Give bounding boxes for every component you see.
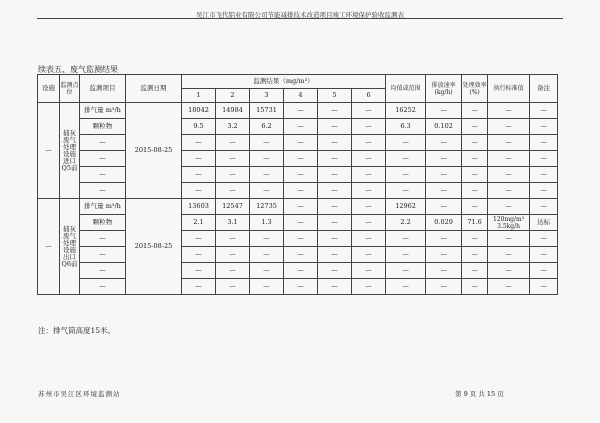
value-cell-v5: — [318, 103, 352, 119]
value-cell-std: — [488, 183, 530, 199]
value-cell-remark: — [530, 135, 558, 151]
value-cell-rate: — [426, 167, 462, 183]
value-cell-std: — [488, 247, 530, 263]
value-cell-remark: — [530, 231, 558, 247]
col-point-header: 监测点位 [60, 75, 80, 103]
value-cell-avg: 6.3 [386, 119, 426, 135]
value-cell-rate: — [426, 279, 462, 295]
facility-cell: — [38, 199, 60, 295]
exhaust-gas-monitoring-table [37, 74, 558, 295]
value-cell-remark: — [530, 199, 558, 215]
value-cell-v2: — [216, 247, 250, 263]
value-cell-eff: — [462, 279, 488, 295]
table-row [38, 263, 558, 279]
value-cell-remark: — [530, 247, 558, 263]
table-row [38, 279, 558, 295]
item-cell: 颗粒物 [80, 215, 126, 231]
value-cell-v6: — [352, 247, 386, 263]
value-cell-std: — [488, 231, 530, 247]
value-cell-v5: — [318, 151, 352, 167]
footer-organization: 苏州市吴江区环境监测站 [38, 390, 121, 398]
value-cell-v4: — [284, 119, 318, 135]
value-cell-v4: — [284, 103, 318, 119]
value-cell-avg: 16252 [386, 103, 426, 119]
value-cell-avg: — [386, 183, 426, 199]
value-cell-avg: 2.2 [386, 215, 426, 231]
value-cell-eff: — [462, 167, 488, 183]
value-cell-v1: 9.5 [182, 119, 216, 135]
item-cell: — [80, 231, 126, 247]
value-cell-avg: — [386, 231, 426, 247]
table-row [38, 135, 558, 151]
table-caption: 续表五、废气监测结果 [38, 65, 118, 74]
value-cell-std: — [488, 199, 530, 215]
value-cell-v1: — [182, 231, 216, 247]
value-cell-rate: 0.029 [426, 215, 462, 231]
value-cell-v3: 6.2 [250, 119, 284, 135]
value-cell-eff: — [462, 151, 488, 167]
value-cell-remark: — [530, 119, 558, 135]
value-cell-v1: — [182, 167, 216, 183]
table-row [38, 247, 558, 263]
table-row [38, 151, 558, 167]
value-cell-v4: — [284, 231, 318, 247]
value-cell-std: 120mg/m³ 3.5kg/h [488, 215, 530, 231]
value-cell-v6: — [352, 183, 386, 199]
table-row [38, 183, 558, 199]
value-cell-v3: 12735 [250, 199, 284, 215]
value-cell-v6: — [352, 279, 386, 295]
value-cell-std: — [488, 279, 530, 295]
value-cell-v1: 18042 [182, 103, 216, 119]
value-cell-std: — [488, 151, 530, 167]
value-cell-std: — [488, 167, 530, 183]
value-cell-eff: — [462, 231, 488, 247]
item-cell: — [80, 167, 126, 183]
table-row [38, 119, 558, 135]
value-cell-v1: — [182, 151, 216, 167]
footnote: 注：排气筒高度15米。 [38, 326, 116, 335]
value-cell-v1: — [182, 183, 216, 199]
value-cell-v2: — [216, 167, 250, 183]
value-cell-eff: — [462, 199, 488, 215]
value-cell-avg: — [386, 151, 426, 167]
document-header-title: 吴江市飞代铝业有限公司节能减排技术改造项目竣工环境保护验收监测表 [196, 11, 404, 19]
col-item-header: 监测项目 [80, 75, 126, 103]
value-cell-v2: — [216, 135, 250, 151]
facility-cell: — [38, 103, 60, 199]
value-cell-v4: — [284, 263, 318, 279]
value-cell-remark: — [530, 167, 558, 183]
value-cell-v3: — [250, 183, 284, 199]
date-cell: 2015-08-25 [126, 103, 182, 199]
value-cell-rate: — [426, 103, 462, 119]
item-cell: 排气量 m³/h [80, 103, 126, 119]
value-cell-v4: — [284, 279, 318, 295]
value-cell-remark: — [530, 279, 558, 295]
col-run-1: 1 [182, 89, 216, 103]
value-cell-v5: — [318, 167, 352, 183]
value-cell-v2: 3.2 [216, 119, 250, 135]
col-run-5: 5 [318, 89, 352, 103]
value-cell-v2: — [216, 183, 250, 199]
value-cell-v5: — [318, 263, 352, 279]
value-cell-eff: — [462, 135, 488, 151]
value-cell-v4: — [284, 167, 318, 183]
value-cell-v6: — [352, 199, 386, 215]
value-cell-v3: — [250, 151, 284, 167]
value-cell-rate: — [426, 151, 462, 167]
col-results-header: 监测结果（mg/m³） [182, 75, 386, 89]
value-cell-v3: — [250, 167, 284, 183]
col-facility-header: 设施 [38, 75, 60, 103]
col-avg-header: 均值或范围 [386, 75, 426, 103]
item-cell: — [80, 151, 126, 167]
table-row [38, 199, 558, 215]
value-cell-v1: — [182, 135, 216, 151]
value-cell-rate: — [426, 135, 462, 151]
col-run-4: 4 [284, 89, 318, 103]
value-cell-v1: 2.1 [182, 215, 216, 231]
value-cell-v2: 14984 [216, 103, 250, 119]
value-cell-eff: — [462, 183, 488, 199]
item-cell: — [80, 279, 126, 295]
value-cell-v6: — [352, 231, 386, 247]
table-row [38, 231, 558, 247]
value-cell-rate: — [426, 199, 462, 215]
value-cell-v5: — [318, 135, 352, 151]
value-cell-avg: — [386, 247, 426, 263]
value-cell-rate: — [426, 231, 462, 247]
value-cell-remark: 达标 [530, 215, 558, 231]
col-run-2: 2 [216, 89, 250, 103]
value-cell-v5: — [318, 183, 352, 199]
item-cell: — [80, 247, 126, 263]
value-cell-eff: — [462, 263, 488, 279]
value-cell-v5: — [318, 231, 352, 247]
value-cell-eff: — [462, 119, 488, 135]
value-cell-std: — [488, 135, 530, 151]
value-cell-eff: 71.6 [462, 215, 488, 231]
value-cell-v3: — [250, 247, 284, 263]
monitoring-point-cell: 捕灰废气处理设施进口Q5前 [60, 103, 80, 199]
value-cell-v6: — [352, 167, 386, 183]
value-cell-rate: — [426, 263, 462, 279]
value-cell-rate: — [426, 183, 462, 199]
value-cell-remark: — [530, 183, 558, 199]
value-cell-v6: — [352, 103, 386, 119]
value-cell-v2: — [216, 263, 250, 279]
item-cell: — [80, 135, 126, 151]
item-cell: — [80, 183, 126, 199]
col-standard-header: 执行标准值 [488, 75, 530, 103]
value-cell-v2: 12547 [216, 199, 250, 215]
table-row [38, 103, 558, 119]
value-cell-v6: — [352, 215, 386, 231]
item-cell: 颗粒物 [80, 119, 126, 135]
value-cell-avg: — [386, 135, 426, 151]
value-cell-remark: — [530, 103, 558, 119]
value-cell-v4: — [284, 247, 318, 263]
value-cell-v3: — [250, 263, 284, 279]
value-cell-avg: 12962 [386, 199, 426, 215]
value-cell-v5: — [318, 119, 352, 135]
value-cell-remark: — [530, 263, 558, 279]
value-cell-avg: — [386, 279, 426, 295]
monitoring-point-cell: 捕灰废气处理设施出口Q6前 [60, 199, 80, 295]
value-cell-v4: — [284, 135, 318, 151]
col-efficiency-header: 处理效率(%) [462, 75, 488, 103]
header-row [38, 75, 558, 89]
value-cell-v5: — [318, 247, 352, 263]
value-cell-v6: — [352, 135, 386, 151]
value-cell-v1: — [182, 263, 216, 279]
col-date-header: 监测日期 [126, 75, 182, 103]
value-cell-v3: — [250, 135, 284, 151]
value-cell-v1: — [182, 279, 216, 295]
value-cell-v2: — [216, 279, 250, 295]
value-cell-v1: — [182, 247, 216, 263]
col-run-3: 3 [250, 89, 284, 103]
value-cell-std: — [488, 119, 530, 135]
value-cell-std: — [488, 103, 530, 119]
value-cell-std: — [488, 263, 530, 279]
value-cell-v2: — [216, 151, 250, 167]
value-cell-v3: — [250, 279, 284, 295]
item-cell: — [80, 263, 126, 279]
value-cell-remark: — [530, 151, 558, 167]
value-cell-v5: — [318, 215, 352, 231]
value-cell-eff: — [462, 247, 488, 263]
col-rate-header: 排放速率(kg/h) [426, 75, 462, 103]
value-cell-v2: 3.1 [216, 215, 250, 231]
value-cell-v6: — [352, 119, 386, 135]
value-cell-v4: — [284, 183, 318, 199]
table-row [38, 167, 558, 183]
value-cell-avg: — [386, 263, 426, 279]
col-remark-header: 备注 [530, 75, 558, 103]
value-cell-v1: 13603 [182, 199, 216, 215]
value-cell-rate: — [426, 247, 462, 263]
value-cell-eff: — [462, 103, 488, 119]
value-cell-v5: — [318, 279, 352, 295]
value-cell-v3: 1.3 [250, 215, 284, 231]
col-run-6: 6 [352, 89, 386, 103]
item-cell: 排气量 m³/h [80, 199, 126, 215]
value-cell-v3: 15731 [250, 103, 284, 119]
value-cell-v6: — [352, 151, 386, 167]
value-cell-rate: 0.102 [426, 119, 462, 135]
value-cell-v3: — [250, 231, 284, 247]
table-row [38, 215, 558, 231]
date-cell: 2015-08-25 [126, 199, 182, 295]
value-cell-v2: — [216, 231, 250, 247]
value-cell-v4: — [284, 199, 318, 215]
footer-page-number: 第 9 页 共 15 页 [455, 390, 504, 398]
value-cell-v5: — [318, 199, 352, 215]
value-cell-v4: — [284, 215, 318, 231]
value-cell-avg: — [386, 167, 426, 183]
header-divider [37, 18, 563, 19]
value-cell-v6: — [352, 263, 386, 279]
value-cell-v4: — [284, 151, 318, 167]
